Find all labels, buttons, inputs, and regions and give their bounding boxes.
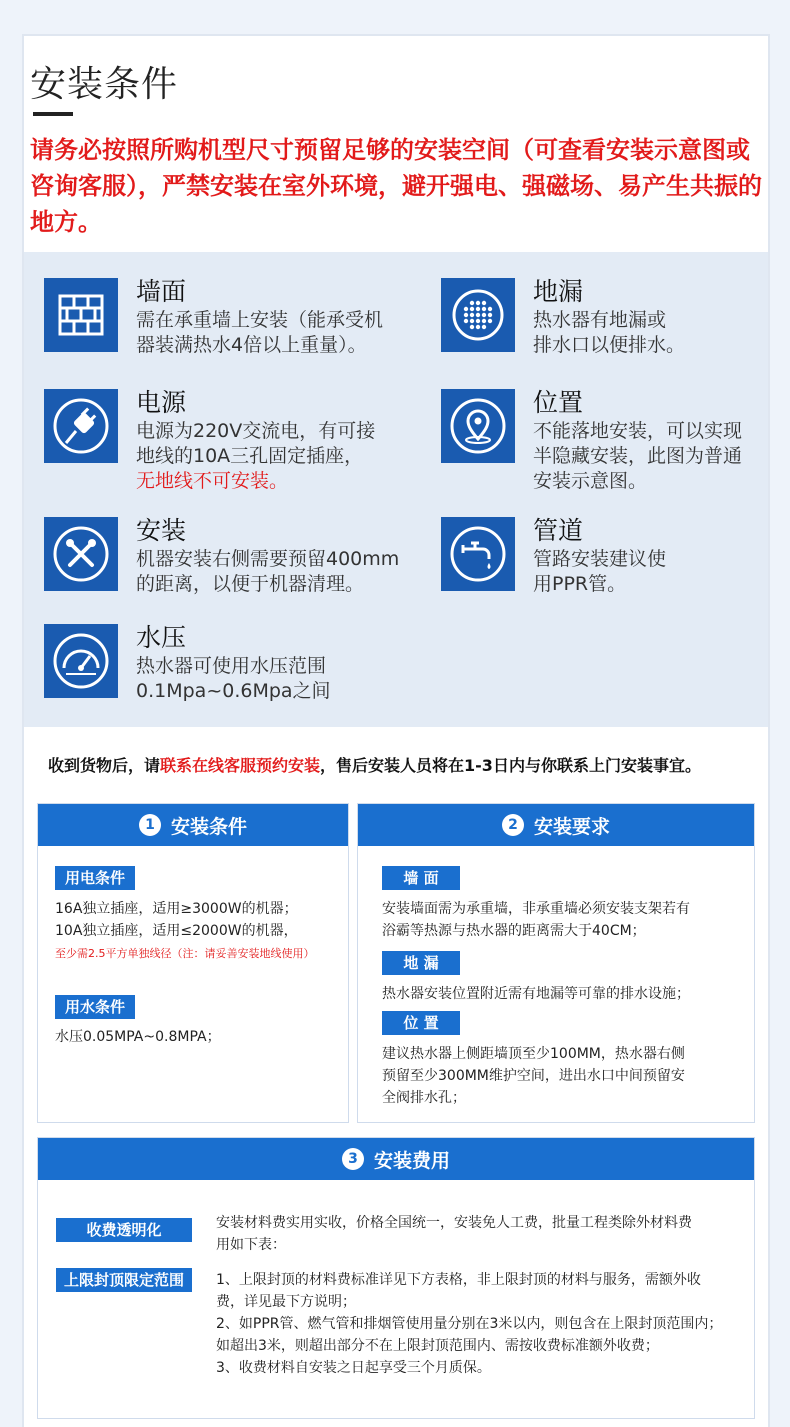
- box-title: 安装条件: [170, 815, 247, 838]
- tag-fee-transparency: 收费透明化: [56, 1218, 192, 1242]
- drain-line: 热水器安装位置附近需有地漏等可靠的排水设施；: [382, 986, 690, 1002]
- condition-desc: [136, 308, 383, 358]
- warning-text: 请务必按照所购机型尺寸预留足够的安装空间（可查看安装示意图或咨询客服），严禁安装在室外环境，避开强电、强磁场、易产生共振的地方。: [30, 136, 762, 236]
- cap-line: 如超出3米，则超出部分不在上限封顶范围内、需按收费标准额外收费；: [216, 1338, 659, 1354]
- condition-title: 管道: [533, 516, 584, 545]
- desc-line: 安装示意图。: [533, 470, 648, 492]
- desc-line: 管路安装建议使: [533, 548, 667, 570]
- box-header: [358, 804, 754, 846]
- condition-desc: [136, 419, 375, 494]
- cap-line: 1、上限封顶的材料费标准详见下方表格，非上限封顶的材料与服务，需额外收: [216, 1272, 701, 1288]
- condition-title: 电源: [136, 388, 187, 417]
- cap-line: 2、如PPR管、燃气管和排烟管使用量分别在3米以内，则包含在上限封顶范围内；: [216, 1316, 723, 1332]
- box-header: [38, 804, 348, 846]
- notice-highlight: 联系在线客服预约安装: [160, 756, 321, 775]
- position-line: 预留至少300MM维护空间，进出水口中间预留安: [382, 1068, 685, 1084]
- condition-title: 位置: [533, 388, 584, 417]
- desc-warning: 无地线不可安装。: [136, 470, 289, 492]
- condition-title: 水压: [136, 623, 187, 652]
- tag-position: 位 置: [382, 1011, 460, 1035]
- power-line: 16A独立插座，适用≥3000W的机器；: [55, 901, 298, 917]
- desc-line: 的距离，以便于机器清理。: [136, 573, 365, 595]
- power-plug-icon: [44, 389, 118, 463]
- condition-title: 安装: [136, 516, 187, 545]
- box-install-requirements: [357, 803, 755, 1123]
- faucet-icon: [441, 517, 515, 591]
- desc-line: 需在承重墙上安装（能承受机: [136, 309, 384, 331]
- desc-line: 地线的10A三孔固定插座，: [136, 445, 364, 467]
- box-install-fees: [37, 1137, 755, 1419]
- title-underline: [33, 112, 73, 116]
- desc-line: 半隐藏安装，此图为普通: [533, 445, 743, 467]
- box-install-conditions: [37, 803, 349, 1123]
- desc-line: 电源为220V交流电，有可接: [136, 420, 376, 442]
- tag-price-cap: 上限封顶限定范围: [56, 1268, 192, 1292]
- step-number: 1: [139, 814, 161, 836]
- fee-line: 用如下表：: [216, 1237, 286, 1253]
- fee-line: 安装材料费实用实收，价格全国统一，安装免人工费，批量工程类除外材料费: [216, 1215, 692, 1231]
- location-pin-icon: [441, 389, 515, 463]
- box-header: [38, 1138, 754, 1180]
- desc-line: 不能落地安装，可以实现: [533, 420, 743, 442]
- box-title: 安装要求: [533, 815, 610, 838]
- desc-line: 排水口以便排水。: [533, 334, 686, 356]
- power-warning: 至少需2.5平方单独线径（注：请妥善安装地线使用）: [55, 947, 315, 960]
- condition-title: 地漏: [533, 277, 584, 306]
- install-notice: [48, 753, 701, 776]
- cap-line: 3、收费材料自安装之日起享受三个月质保。: [216, 1360, 491, 1376]
- wall-line: 浴霸等热源与热水器的距离需大于40CM；: [382, 923, 646, 939]
- tag-water: 用水条件: [55, 995, 135, 1019]
- notice-text: ，售后安装人员将在1-3日内与你联系上门安装事宜。: [320, 756, 701, 775]
- wall-line: 安装墙面需为承重墙，非承重墙必须安装支架若有: [382, 901, 690, 917]
- condition-desc: [136, 654, 331, 704]
- step-number: 3: [342, 1148, 364, 1170]
- pressure-gauge-icon: [44, 624, 118, 698]
- desc-line: 热水器可使用水压范围: [136, 655, 327, 677]
- cap-line: 费，详见最下方说明；: [216, 1294, 356, 1310]
- condition-desc: [533, 547, 666, 597]
- box-title: 安装费用: [373, 1149, 450, 1172]
- tag-wall: 墙 面: [382, 866, 460, 890]
- condition-desc: [533, 419, 742, 494]
- tag-drain: 地 漏: [382, 951, 460, 975]
- desc-line: 用PPR管。: [533, 573, 627, 595]
- step-number: 2: [502, 814, 524, 836]
- notice-text: 收到货物后，请: [48, 756, 161, 775]
- tag-power: 用电条件: [55, 866, 135, 890]
- desc-line: 0.1Mpa~0.6Mpa之间: [136, 680, 331, 702]
- position-line: 建议热水器上侧距墙顶至少100MM，热水器右侧: [382, 1046, 685, 1062]
- conditions-panel: [24, 252, 768, 727]
- desc-line: 器装满热水4倍以上重量）。: [136, 334, 367, 356]
- floor-drain-icon: [441, 278, 515, 352]
- desc-line: 机器安装右侧需要预留400mm: [136, 548, 400, 570]
- page-title: 安装条件: [30, 64, 179, 105]
- water-line: 水压0.05MPA~0.8MPA；: [55, 1029, 221, 1045]
- condition-desc: [533, 308, 685, 358]
- condition-desc: [136, 547, 399, 597]
- desc-line: 热水器有地漏或: [533, 309, 667, 331]
- tools-icon: [44, 517, 118, 591]
- condition-title: 墙面: [136, 277, 187, 306]
- power-line: 10A独立插座，适用≤2000W的机器，: [55, 923, 298, 939]
- position-line: 全阀排水孔；: [382, 1090, 466, 1106]
- brick-wall-icon: [44, 278, 118, 352]
